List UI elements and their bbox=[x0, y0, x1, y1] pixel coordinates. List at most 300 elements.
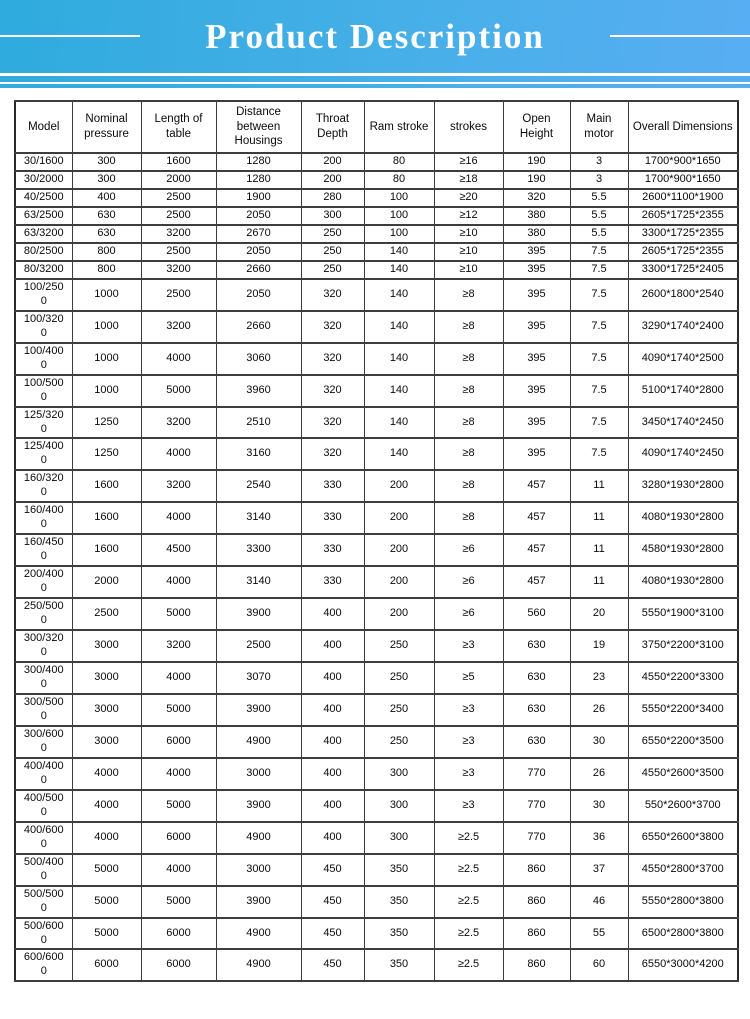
table-cell: 1000 bbox=[72, 311, 141, 343]
table-cell: 100 bbox=[364, 225, 434, 243]
table-cell: ≥2.5 bbox=[434, 949, 503, 981]
table-cell: 3000 bbox=[216, 854, 301, 886]
table-cell: 450 bbox=[301, 886, 364, 918]
model-cell: 30/2000 bbox=[15, 171, 72, 189]
table-cell: 7.5 bbox=[570, 438, 628, 470]
table-cell: 3900 bbox=[216, 886, 301, 918]
column-header: Length of table bbox=[141, 101, 216, 153]
model-cell: 160/3200 bbox=[15, 470, 72, 502]
table-cell: 457 bbox=[503, 502, 570, 534]
table-cell: 350 bbox=[364, 886, 434, 918]
table-cell: 250 bbox=[301, 261, 364, 279]
table-cell: 4080*1930*2800 bbox=[628, 566, 738, 598]
table-cell: ≥8 bbox=[434, 311, 503, 343]
table-cell: 380 bbox=[503, 225, 570, 243]
table-cell: ≥6 bbox=[434, 534, 503, 566]
table-row bbox=[15, 243, 738, 261]
table-cell: 3140 bbox=[216, 566, 301, 598]
table-cell: ≥5 bbox=[434, 662, 503, 694]
table-cell: 46 bbox=[570, 886, 628, 918]
table-cell: 60 bbox=[570, 949, 628, 981]
table-cell: 200 bbox=[364, 534, 434, 566]
table-cell: 2605*1725*2355 bbox=[628, 207, 738, 225]
table-cell: 5000 bbox=[72, 918, 141, 950]
table-cell: ≥8 bbox=[434, 407, 503, 439]
table-cell: ≥8 bbox=[434, 343, 503, 375]
table-cell: 300 bbox=[364, 758, 434, 790]
table-cell: 7.5 bbox=[570, 407, 628, 439]
table-cell: 2500 bbox=[141, 189, 216, 207]
table-cell: 55 bbox=[570, 918, 628, 950]
table-cell: 200 bbox=[301, 153, 364, 171]
table-cell: 1600 bbox=[72, 534, 141, 566]
table-cell: 250 bbox=[364, 694, 434, 726]
table-cell: ≥6 bbox=[434, 566, 503, 598]
table-cell: 3200 bbox=[141, 470, 216, 502]
table-cell: 2605*1725*2355 bbox=[628, 243, 738, 261]
table-cell: 330 bbox=[301, 534, 364, 566]
table-cell: 6000 bbox=[141, 726, 216, 758]
table-cell: 450 bbox=[301, 949, 364, 981]
table-cell: 450 bbox=[301, 918, 364, 950]
column-header: Ram stroke bbox=[364, 101, 434, 153]
table-cell: 7.5 bbox=[570, 261, 628, 279]
table-cell: 4000 bbox=[72, 790, 141, 822]
table-row bbox=[15, 207, 738, 225]
table-cell: 36 bbox=[570, 822, 628, 854]
model-cell: 400/6000 bbox=[15, 822, 72, 854]
table-cell: 3900 bbox=[216, 598, 301, 630]
table-cell: 300 bbox=[364, 822, 434, 854]
model-cell: 200/4000 bbox=[15, 566, 72, 598]
table-cell: 100 bbox=[364, 189, 434, 207]
table-cell: 3750*2200*3100 bbox=[628, 630, 738, 662]
table-cell: 300 bbox=[72, 171, 141, 189]
table-cell: 320 bbox=[301, 343, 364, 375]
model-cell: 160/4500 bbox=[15, 534, 72, 566]
table-cell: 20 bbox=[570, 598, 628, 630]
table-cell: 6000 bbox=[72, 949, 141, 981]
table-cell: 395 bbox=[503, 279, 570, 311]
table-cell: 140 bbox=[364, 261, 434, 279]
table-cell: 140 bbox=[364, 343, 434, 375]
table-cell: 200 bbox=[301, 171, 364, 189]
table-cell: 320 bbox=[301, 407, 364, 439]
table-cell: 5550*2800*3800 bbox=[628, 886, 738, 918]
table-cell: 4000 bbox=[72, 822, 141, 854]
column-header: Model bbox=[15, 101, 72, 153]
table-cell: 860 bbox=[503, 949, 570, 981]
table-cell: ≥10 bbox=[434, 243, 503, 261]
table-cell: 3200 bbox=[141, 225, 216, 243]
table-cell: 457 bbox=[503, 470, 570, 502]
table-row bbox=[15, 438, 738, 470]
table-cell: 5000 bbox=[141, 598, 216, 630]
table-cell: 3000 bbox=[72, 694, 141, 726]
table-cell: 3300*1725*2355 bbox=[628, 225, 738, 243]
model-cell: 300/3200 bbox=[15, 630, 72, 662]
spec-table-body bbox=[15, 153, 738, 981]
table-row bbox=[15, 225, 738, 243]
table-cell: 2000 bbox=[72, 566, 141, 598]
table-cell: 300 bbox=[364, 790, 434, 822]
table-cell: ≥2.5 bbox=[434, 854, 503, 886]
table-cell: 11 bbox=[570, 502, 628, 534]
table-cell: 1900 bbox=[216, 189, 301, 207]
table-cell: 5000 bbox=[141, 694, 216, 726]
column-header: Overall Dimensions bbox=[628, 101, 738, 153]
table-cell: 350 bbox=[364, 854, 434, 886]
table-cell: 4580*1930*2800 bbox=[628, 534, 738, 566]
table-cell: ≥3 bbox=[434, 758, 503, 790]
column-header: Nominal pressure bbox=[72, 101, 141, 153]
table-cell: 2660 bbox=[216, 261, 301, 279]
table-row bbox=[15, 630, 738, 662]
table-cell: 200 bbox=[364, 598, 434, 630]
model-cell: 100/2500 bbox=[15, 279, 72, 311]
table-cell: 250 bbox=[364, 630, 434, 662]
table-cell: 395 bbox=[503, 261, 570, 279]
table-cell: 3300 bbox=[216, 534, 301, 566]
table-row bbox=[15, 279, 738, 311]
table-cell: 1250 bbox=[72, 407, 141, 439]
model-cell: 250/5000 bbox=[15, 598, 72, 630]
table-cell: 190 bbox=[503, 153, 570, 171]
table-cell: 1600 bbox=[72, 502, 141, 534]
model-cell: 160/4000 bbox=[15, 502, 72, 534]
table-cell: ≥6 bbox=[434, 598, 503, 630]
table-cell: 3000 bbox=[216, 758, 301, 790]
table-row bbox=[15, 886, 738, 918]
table-cell: 770 bbox=[503, 790, 570, 822]
table-cell: 280 bbox=[301, 189, 364, 207]
table-cell: 4000 bbox=[141, 438, 216, 470]
table-cell: 770 bbox=[503, 758, 570, 790]
table-cell: 4000 bbox=[141, 662, 216, 694]
table-cell: 140 bbox=[364, 438, 434, 470]
table-cell: ≥10 bbox=[434, 225, 503, 243]
model-cell: 80/3200 bbox=[15, 261, 72, 279]
table-cell: 3140 bbox=[216, 502, 301, 534]
table-row bbox=[15, 189, 738, 207]
table-cell: 37 bbox=[570, 854, 628, 886]
table-cell: 30 bbox=[570, 790, 628, 822]
table-cell: 630 bbox=[503, 630, 570, 662]
table-cell: 4900 bbox=[216, 918, 301, 950]
table-row bbox=[15, 822, 738, 854]
table-cell: 320 bbox=[503, 189, 570, 207]
table-cell: 5.5 bbox=[570, 189, 628, 207]
table-row bbox=[15, 502, 738, 534]
table-row bbox=[15, 949, 738, 981]
model-cell: 400/5000 bbox=[15, 790, 72, 822]
table-cell: 5000 bbox=[141, 886, 216, 918]
table-cell: 1000 bbox=[72, 375, 141, 407]
table-cell: 330 bbox=[301, 502, 364, 534]
table-cell: 320 bbox=[301, 438, 364, 470]
table-cell: 6550*3000*4200 bbox=[628, 949, 738, 981]
table-cell: 6000 bbox=[141, 949, 216, 981]
table-cell: ≥10 bbox=[434, 261, 503, 279]
table-cell: ≥18 bbox=[434, 171, 503, 189]
table-cell: 2050 bbox=[216, 207, 301, 225]
table-cell: 11 bbox=[570, 470, 628, 502]
table-cell: 1250 bbox=[72, 438, 141, 470]
table-cell: ≥2.5 bbox=[434, 918, 503, 950]
table-cell: 400 bbox=[301, 726, 364, 758]
table-cell: 7.5 bbox=[570, 311, 628, 343]
table-cell: 3450*1740*2450 bbox=[628, 407, 738, 439]
table-cell: 400 bbox=[301, 790, 364, 822]
table-cell: 6550*2600*3800 bbox=[628, 822, 738, 854]
table-row bbox=[15, 598, 738, 630]
table-cell: 5000 bbox=[72, 886, 141, 918]
table-cell: ≥3 bbox=[434, 630, 503, 662]
banner bbox=[0, 0, 750, 73]
table-cell: 6000 bbox=[141, 918, 216, 950]
table-row bbox=[15, 261, 738, 279]
table-cell: 2050 bbox=[216, 279, 301, 311]
table-cell: 330 bbox=[301, 566, 364, 598]
table-row bbox=[15, 470, 738, 502]
table-cell: 30 bbox=[570, 726, 628, 758]
table-cell: 7.5 bbox=[570, 375, 628, 407]
table-cell: 140 bbox=[364, 243, 434, 261]
table-cell: 2050 bbox=[216, 243, 301, 261]
table-cell: 4500 bbox=[141, 534, 216, 566]
table-cell: 630 bbox=[503, 694, 570, 726]
column-header: Main motor bbox=[570, 101, 628, 153]
table-cell: ≥2.5 bbox=[434, 886, 503, 918]
table-cell: 395 bbox=[503, 311, 570, 343]
table-cell: 4000 bbox=[72, 758, 141, 790]
table-cell: 770 bbox=[503, 822, 570, 854]
table-cell: 250 bbox=[364, 726, 434, 758]
table-cell: 3200 bbox=[141, 407, 216, 439]
table-cell: 300 bbox=[72, 153, 141, 171]
table-cell: 4550*2600*3500 bbox=[628, 758, 738, 790]
table-cell: 26 bbox=[570, 694, 628, 726]
table-row bbox=[15, 854, 738, 886]
table-cell: 630 bbox=[72, 225, 141, 243]
table-cell: 3300*1725*2405 bbox=[628, 261, 738, 279]
table-cell: 6550*2200*3500 bbox=[628, 726, 738, 758]
table-cell: 5550*1900*3100 bbox=[628, 598, 738, 630]
table-cell: 3200 bbox=[141, 261, 216, 279]
table-cell: 2000 bbox=[141, 171, 216, 189]
table-cell: 5.5 bbox=[570, 225, 628, 243]
table-cell: 6500*2800*3800 bbox=[628, 918, 738, 950]
table-cell: 5100*1740*2800 bbox=[628, 375, 738, 407]
table-cell: 2660 bbox=[216, 311, 301, 343]
model-cell: 80/2500 bbox=[15, 243, 72, 261]
table-row bbox=[15, 566, 738, 598]
model-cell: 400/4000 bbox=[15, 758, 72, 790]
model-cell: 500/6000 bbox=[15, 918, 72, 950]
table-cell: 800 bbox=[72, 243, 141, 261]
table-cell: ≥8 bbox=[434, 375, 503, 407]
table-cell: 140 bbox=[364, 279, 434, 311]
table-cell: 250 bbox=[301, 243, 364, 261]
table-cell: 630 bbox=[503, 726, 570, 758]
table-cell: 140 bbox=[364, 311, 434, 343]
table-cell: 3 bbox=[570, 153, 628, 171]
table-cell: 4000 bbox=[141, 758, 216, 790]
table-cell: 200 bbox=[364, 502, 434, 534]
model-cell: 30/1600 bbox=[15, 153, 72, 171]
table-cell: 3 bbox=[570, 171, 628, 189]
table-cell: 4000 bbox=[141, 566, 216, 598]
table-cell: 400 bbox=[72, 189, 141, 207]
table-cell: 395 bbox=[503, 343, 570, 375]
table-cell: 860 bbox=[503, 854, 570, 886]
table-cell: 560 bbox=[503, 598, 570, 630]
table-cell: 400 bbox=[301, 694, 364, 726]
table-cell: 1700*900*1650 bbox=[628, 171, 738, 189]
table-cell: 7.5 bbox=[570, 243, 628, 261]
table-cell: 400 bbox=[301, 758, 364, 790]
table-cell: 550*2600*3700 bbox=[628, 790, 738, 822]
table-cell: ≥2.5 bbox=[434, 822, 503, 854]
table-cell: 2670 bbox=[216, 225, 301, 243]
table-cell: ≥8 bbox=[434, 279, 503, 311]
table-cell: 3960 bbox=[216, 375, 301, 407]
table-cell: 3900 bbox=[216, 790, 301, 822]
model-cell: 100/5000 bbox=[15, 375, 72, 407]
model-cell: 300/5000 bbox=[15, 694, 72, 726]
table-cell: 350 bbox=[364, 918, 434, 950]
column-header: Distance between Housings bbox=[216, 101, 301, 153]
table-cell: 5000 bbox=[141, 375, 216, 407]
table-cell: 4000 bbox=[141, 502, 216, 534]
model-cell: 63/2500 bbox=[15, 207, 72, 225]
table-cell: 400 bbox=[301, 822, 364, 854]
table-cell: 3000 bbox=[72, 662, 141, 694]
model-cell: 40/2500 bbox=[15, 189, 72, 207]
table-cell: 250 bbox=[301, 225, 364, 243]
header-row bbox=[15, 101, 738, 153]
spec-table bbox=[14, 100, 739, 982]
table-row bbox=[15, 918, 738, 950]
table-cell: 140 bbox=[364, 375, 434, 407]
table-cell: 7.5 bbox=[570, 279, 628, 311]
table-cell: ≥3 bbox=[434, 694, 503, 726]
spec-table-header bbox=[15, 101, 738, 153]
table-cell: ≥16 bbox=[434, 153, 503, 171]
model-cell: 100/3200 bbox=[15, 311, 72, 343]
table-cell: 2600*1800*2540 bbox=[628, 279, 738, 311]
table-cell: 3000 bbox=[72, 630, 141, 662]
table-cell: 1280 bbox=[216, 171, 301, 189]
table-cell: 860 bbox=[503, 918, 570, 950]
table-cell: 457 bbox=[503, 534, 570, 566]
table-cell: 80 bbox=[364, 171, 434, 189]
table-cell: 3200 bbox=[141, 311, 216, 343]
table-cell: 395 bbox=[503, 438, 570, 470]
table-cell: 380 bbox=[503, 207, 570, 225]
model-cell: 125/3200 bbox=[15, 407, 72, 439]
table-cell: 3290*1740*2400 bbox=[628, 311, 738, 343]
table-row bbox=[15, 375, 738, 407]
table-cell: 140 bbox=[364, 407, 434, 439]
title-rule-left bbox=[0, 35, 140, 37]
table-cell: 2500 bbox=[141, 207, 216, 225]
model-cell: 500/4000 bbox=[15, 854, 72, 886]
table-cell: 2500 bbox=[141, 243, 216, 261]
table-cell: 1700*900*1650 bbox=[628, 153, 738, 171]
table-cell: 320 bbox=[301, 279, 364, 311]
table-cell: ≥12 bbox=[434, 207, 503, 225]
table-cell: 3000 bbox=[72, 726, 141, 758]
table-row bbox=[15, 311, 738, 343]
table-row bbox=[15, 790, 738, 822]
table-cell: 3070 bbox=[216, 662, 301, 694]
table-row bbox=[15, 694, 738, 726]
table-cell: 3160 bbox=[216, 438, 301, 470]
table-cell: 400 bbox=[301, 630, 364, 662]
table-cell: 4900 bbox=[216, 949, 301, 981]
table-cell: 200 bbox=[364, 566, 434, 598]
table-cell: 19 bbox=[570, 630, 628, 662]
table-container bbox=[0, 88, 750, 996]
table-cell: 4900 bbox=[216, 726, 301, 758]
table-cell: 1600 bbox=[72, 470, 141, 502]
page-title: Product Description bbox=[205, 16, 545, 56]
table-cell: 4090*1740*2450 bbox=[628, 438, 738, 470]
table-cell: 320 bbox=[301, 311, 364, 343]
table-cell: 3900 bbox=[216, 694, 301, 726]
table-cell: 250 bbox=[364, 662, 434, 694]
column-header: Open Height bbox=[503, 101, 570, 153]
table-cell: 11 bbox=[570, 566, 628, 598]
table-cell: 4550*2200*3300 bbox=[628, 662, 738, 694]
table-row bbox=[15, 726, 738, 758]
table-cell: 6000 bbox=[141, 822, 216, 854]
table-cell: 350 bbox=[364, 949, 434, 981]
table-cell: 2510 bbox=[216, 407, 301, 439]
table-cell: 3200 bbox=[141, 630, 216, 662]
table-cell: 80 bbox=[364, 153, 434, 171]
table-cell: 100 bbox=[364, 207, 434, 225]
table-cell: ≥8 bbox=[434, 470, 503, 502]
table-cell: 2540 bbox=[216, 470, 301, 502]
table-cell: 4090*1740*2500 bbox=[628, 343, 738, 375]
table-cell: ≥3 bbox=[434, 726, 503, 758]
table-cell: 3280*1930*2800 bbox=[628, 470, 738, 502]
table-cell: 630 bbox=[503, 662, 570, 694]
table-cell: 4900 bbox=[216, 822, 301, 854]
table-cell: 26 bbox=[570, 758, 628, 790]
table-cell: 330 bbox=[301, 470, 364, 502]
column-header: Throat Depth bbox=[301, 101, 364, 153]
table-cell: 320 bbox=[301, 375, 364, 407]
table-row bbox=[15, 343, 738, 375]
table-cell: ≥8 bbox=[434, 438, 503, 470]
table-cell: 5000 bbox=[72, 854, 141, 886]
table-row bbox=[15, 534, 738, 566]
table-cell: 1000 bbox=[72, 343, 141, 375]
table-cell: 300 bbox=[301, 207, 364, 225]
table-row bbox=[15, 153, 738, 171]
title-rule-right bbox=[610, 35, 750, 37]
table-cell: 11 bbox=[570, 534, 628, 566]
table-cell: 5.5 bbox=[570, 207, 628, 225]
table-cell: 1600 bbox=[141, 153, 216, 171]
table-cell: 630 bbox=[72, 207, 141, 225]
table-cell: 400 bbox=[301, 598, 364, 630]
table-cell: 7.5 bbox=[570, 343, 628, 375]
table-cell: 4550*2800*3700 bbox=[628, 854, 738, 886]
